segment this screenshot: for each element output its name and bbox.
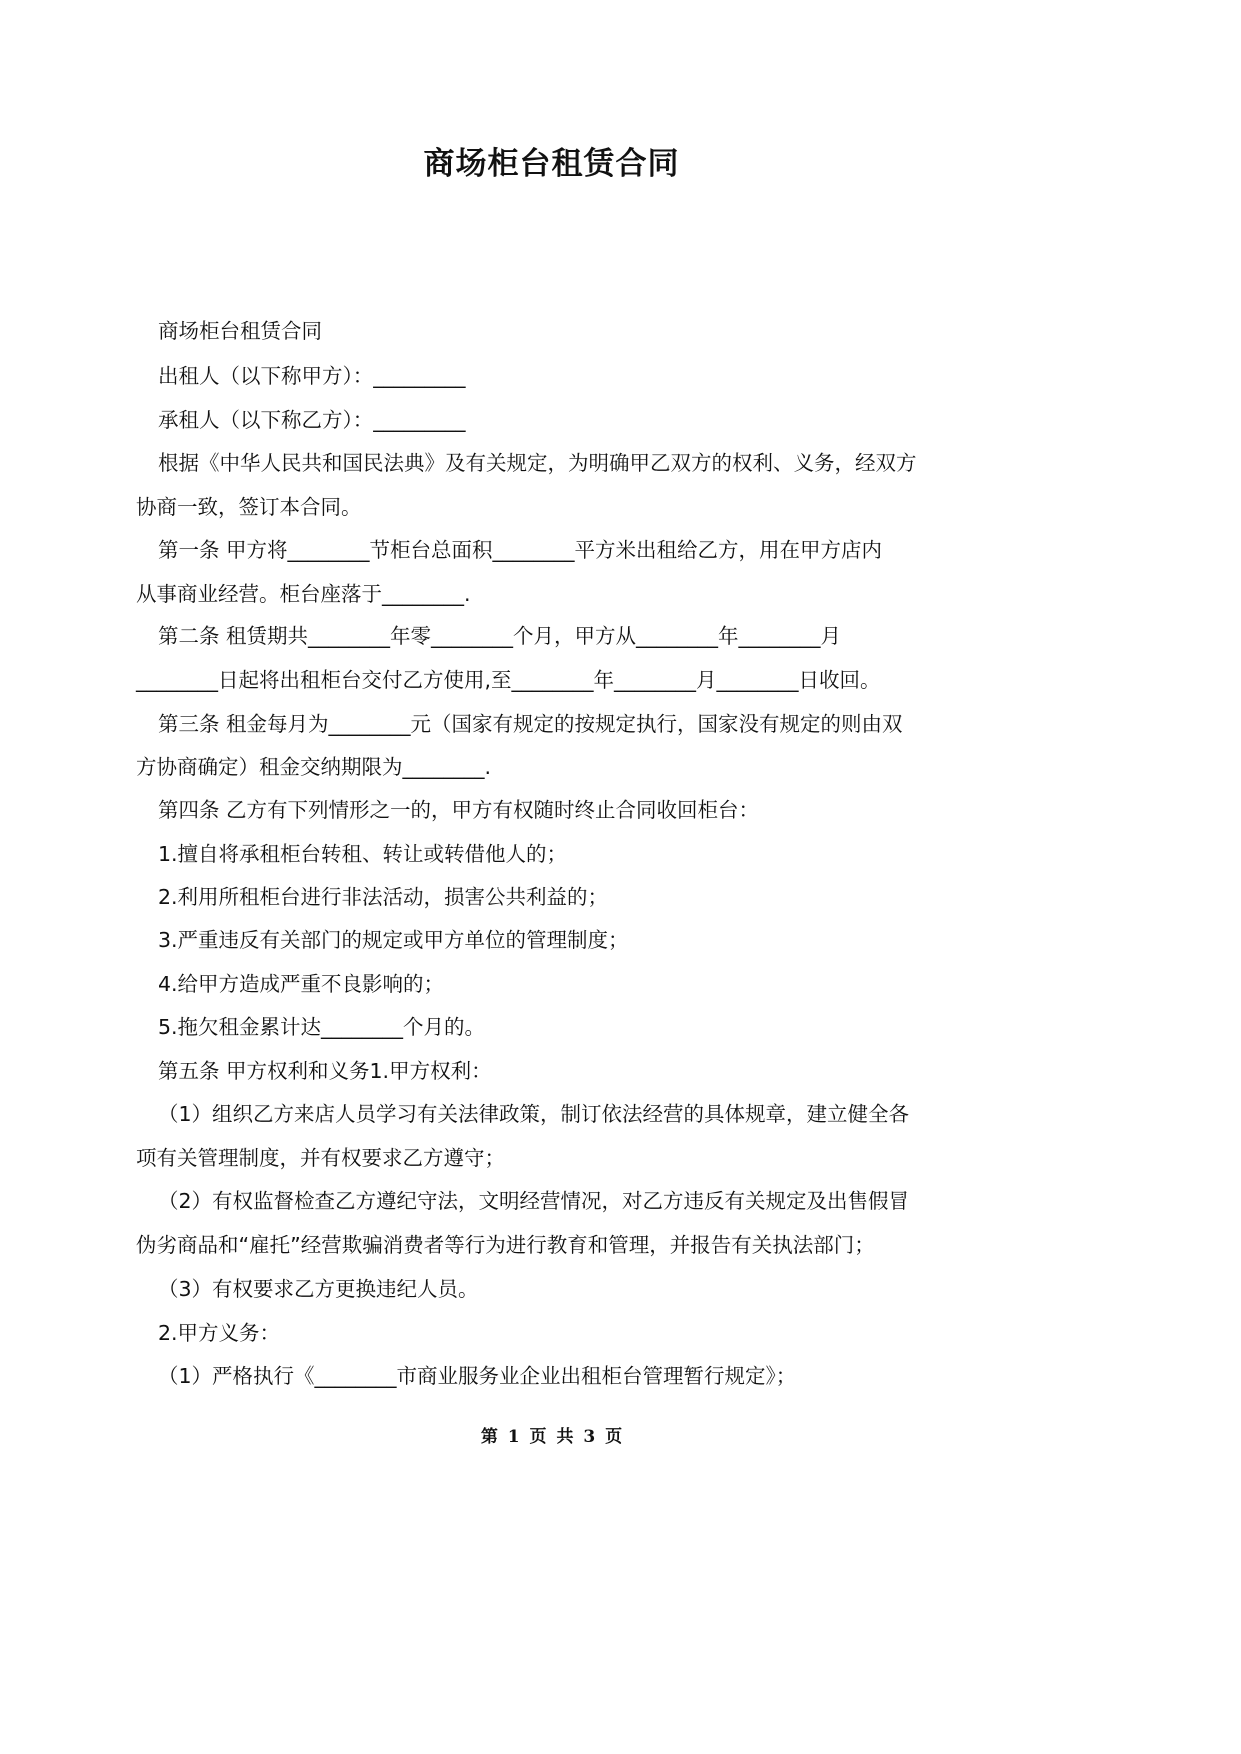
article-4-heading: 第四条 乙方有下列情形之一的，甲方有权随时终止合同收回柜台： [158, 798, 760, 822]
article-4-item-2: 2.利用所租柜台进行非法活动，损害公共利益的； [158, 885, 609, 909]
article-2-line-2: ________日起将出租柜台交付乙方使用,至________年________月________日收回。 [136, 668, 881, 692]
page-number: 第 1 页 共 3 页 [480, 1427, 623, 1447]
article-2-line-1: 第二条 租赁期共________年零________个月，甲方从________年________月 [158, 624, 842, 648]
article-5-duty-1: （1）严格执行《________市商业服务业企业出租柜台管理暂行规定》； [158, 1364, 797, 1388]
article-5-right-2-line-1: （2）有权监督检查乙方遵纪守法，文明经营情况，对乙方违反有关规定及出售假冒 [158, 1189, 910, 1213]
article-5-right-3: （3）有权要求乙方更换违纪人员。 [158, 1277, 479, 1301]
contract-name-line: 商场柜台租赁合同 [158, 319, 322, 343]
article-5-heading: 第五条 甲方权利和义务1.甲方权利： [158, 1059, 492, 1083]
article-5-right-2-line-2: 伪劣商品和“雇托”经营欺骗消费者等行为进行教育和管理，并报告有关执法部门； [136, 1233, 875, 1257]
document-title: 商场柜台租赁合同 [423, 146, 680, 182]
article-4-item-3: 3.严重违反有关部门的规定或甲方单位的管理制度； [158, 928, 629, 952]
lessee-line: 承租人（以下称乙方）：_________ [158, 408, 466, 432]
article-5-right-1-line-2: 项有关管理制度，并有权要求乙方遵守； [136, 1146, 505, 1170]
article-1-line-2: 从事商业经营。柜台座落于________. [136, 582, 471, 606]
article-4-item-4: 4.给甲方造成严重不良影响的； [158, 972, 445, 996]
article-5-duties-heading: 2.甲方义务： [158, 1321, 281, 1345]
article-5-right-1-line-1: （1）组织乙方来店人员学习有关法律政策，制订依法经营的具体规章，建立健全各 [158, 1102, 910, 1126]
article-4-item-5: 5.拖欠租金累计达________个月的。 [158, 1015, 486, 1039]
preamble-line-1: 根据《中华人民共和国民法典》及有关规定，为明确甲乙双方的权利、义务，经双方 [158, 451, 917, 475]
article-3-line-2: 方协商确定）租金交纳期限为________. [136, 755, 492, 779]
preamble-line-2: 协商一致，签订本合同。 [136, 495, 362, 519]
article-3-line-1: 第三条 租金每月为________元（国家有规定的按规定执行，国家没有规定的则由双 [158, 712, 903, 736]
article-4-item-1: 1.擅自将承租柜台转租、转让或转借他人的； [158, 842, 568, 866]
lessor-line: 出租人（以下称甲方）：_________ [158, 364, 466, 388]
article-1-line-1: 第一条 甲方将________节柜台总面积________平方米出租给乙方，用在甲方店内 [158, 538, 883, 562]
